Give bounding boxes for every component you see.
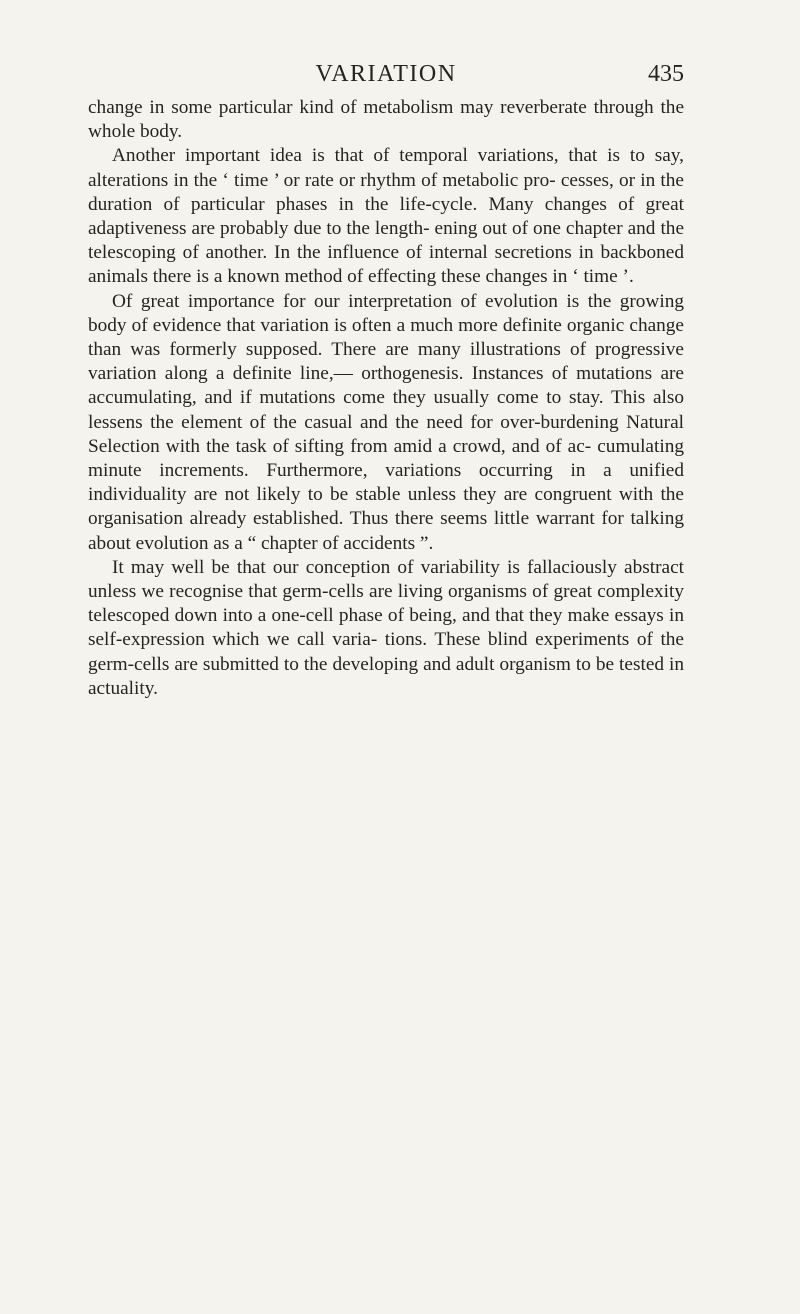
- page-number: 435: [648, 61, 684, 87]
- paragraph: Of great importance for our interpretation of evolution is the growing body of evidence that variation is often a much more definite organic change than was formerly supposed. There are many illustrations of progressive variation along a definite line,— orthogenesis. Instances of mutations are accumulating, and if mutations come they usually come to stay. This also lessens the element of the casual and the need for over-burdening Natural Selection with the task of sifting from amid a crowd, and of ac- cumulating minute increments. Furthermore, variations occurring in a unified individuality are not likely to be stable unless they are congruent with the organisation already established. Thus there seems little warrant for talking about evolution as a “ chapter of accidents ”.: [88, 290, 684, 554]
- body-text: [88, 96, 684, 701]
- paragraph: change in some particular kind of metabolism may reverberate through the whole body.: [88, 97, 684, 143]
- paragraph: It may well be that our conception of variability is fallaciously abstract unless we recognise that germ-cells are living organisms of great complexity telescoped down into a one-cell phase of being, and that they make essays in self-expression which we call varia- tions. These blind experiments of the germ-cells are submitted to the developing and adult organism to be tested in actuality.: [88, 556, 684, 699]
- running-title: VARIATION: [315, 61, 457, 87]
- running-head: [88, 56, 684, 92]
- paragraph: Another important idea is that of temporal variations, that is to say, alterations in the ‘ time ’ or rate or rhythm of metabolic pro- cesses, or in the duration of particular phases in the life-cycle. Many changes of great adaptiveness are probably due to the length- ening out of one chapter and the telescoping of another. In the influence of internal secretions in backboned animals there is a known method of effecting these changes in ‘ time ’.: [88, 145, 684, 288]
